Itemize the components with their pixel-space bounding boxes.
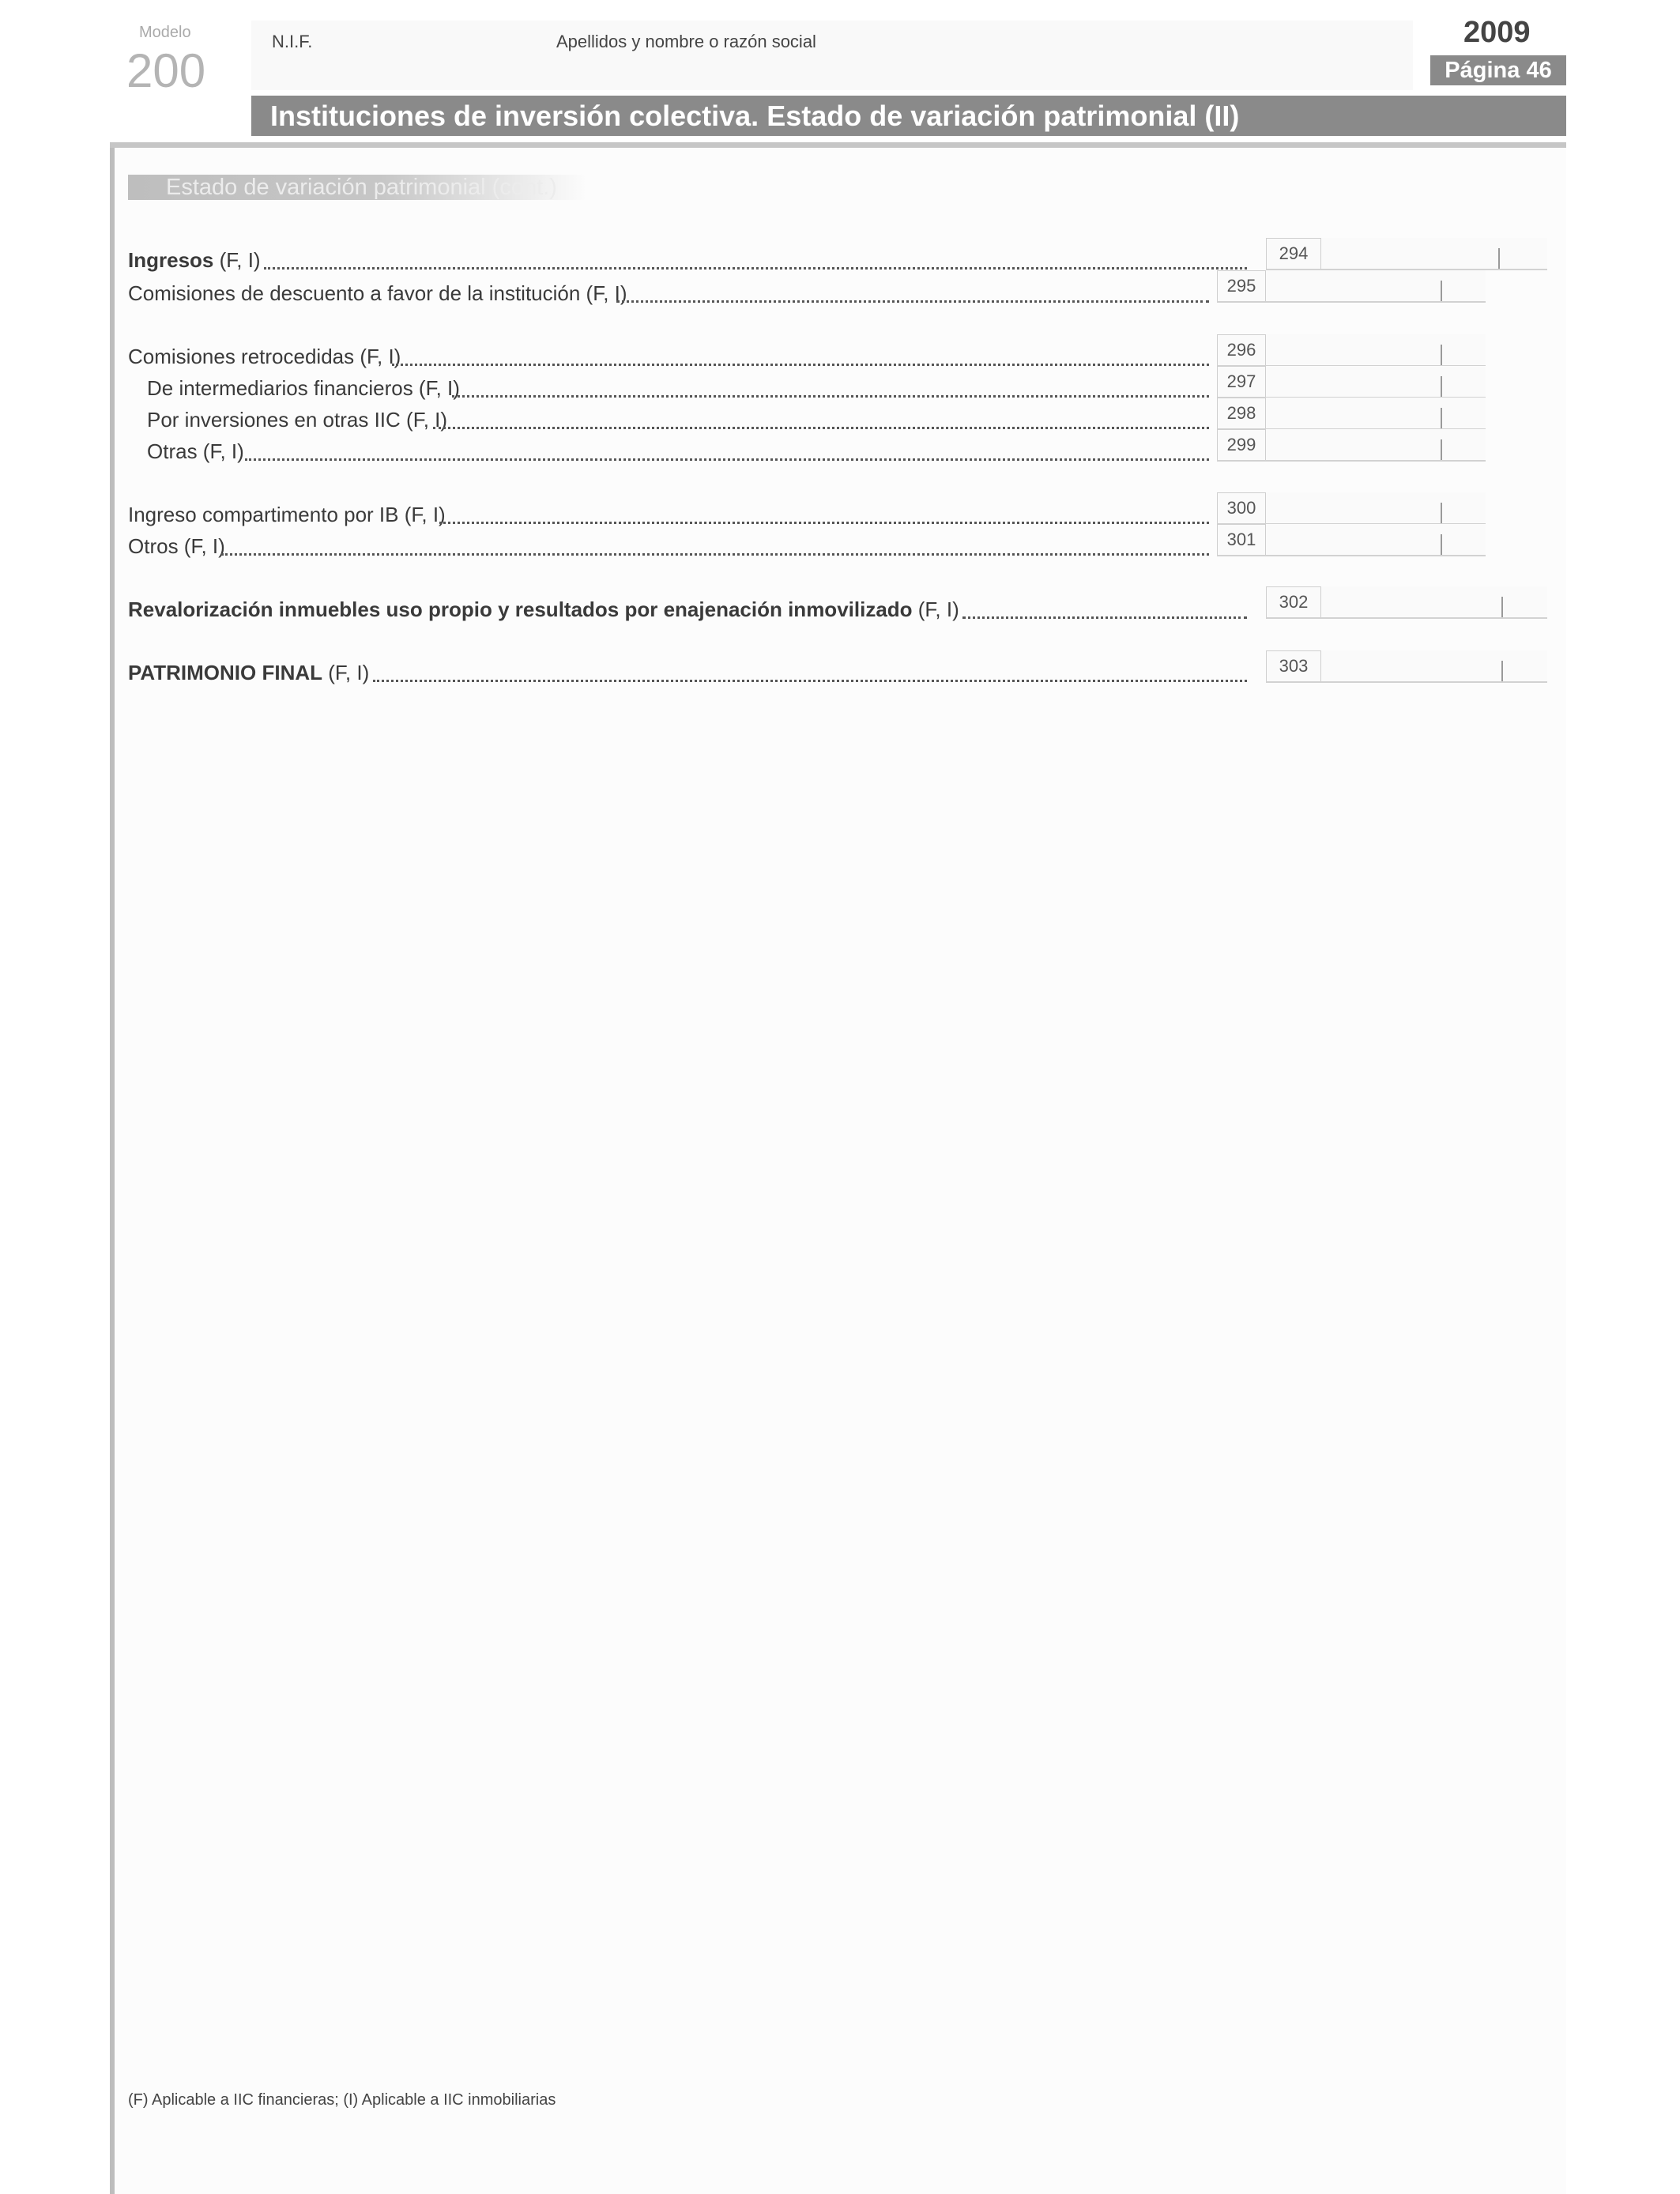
amount-field-300[interactable] [1266,492,1486,524]
row-label-suffix: (F, I) [912,598,959,621]
row-label-main: Comisiones de descuento a favor de la institución (F, I) [128,281,627,305]
field-underline [1217,301,1486,303]
box-number-296: 296 [1217,334,1266,366]
field-underline [1266,681,1547,683]
modelo-label: Modelo [139,24,191,41]
box-number-302: 302 [1266,586,1321,618]
dot-leader [392,364,1209,366]
frame-left-border [110,142,115,2194]
name-label: Apellidos y nombre o razón social [556,32,816,51]
decimal-tick [1501,661,1503,681]
decimal-tick [1441,408,1442,428]
amount-field-299[interactable] [1266,429,1486,461]
box-number-298: 298 [1217,398,1266,429]
frame-top-border [110,142,1566,148]
row-label-296 [128,345,401,369]
row-label-main: Otras (F, I) [147,439,244,463]
row-label-297 [147,376,460,401]
row-label-main: PATRIMONIO FINAL [128,661,323,684]
row-label-301 [128,534,225,559]
row-label-suffix: (F, I) [213,248,261,272]
row-label-main: Comisiones retrocedidas (F, I) [128,345,401,368]
row-label-295 [128,281,627,306]
row-label-suffix: (F, I) [322,661,370,684]
row-label-299 [147,439,244,464]
page-badge: Página 46 [1430,55,1566,85]
box-number-300: 300 [1217,492,1266,524]
box-number-299: 299 [1217,429,1266,461]
box-number-303: 303 [1266,650,1321,682]
dot-leader [373,680,1247,682]
dot-leader [616,300,1209,303]
footnote: (F) Aplicable a IIC financieras; (I) Aplicable a IIC inmobiliarias [128,2091,556,2109]
row-label-298 [147,408,447,432]
year-label: 2009 [1463,16,1531,49]
row-label-main: Otros (F, I) [128,534,225,558]
field-underline [1266,617,1547,619]
decimal-tick [1498,248,1500,269]
row-label-303 [128,661,369,685]
decimal-tick [1441,534,1442,555]
field-underline [1217,555,1486,556]
box-number-301: 301 [1217,524,1266,556]
amount-field-301[interactable] [1266,524,1486,556]
nif-label: N.I.F. [272,32,313,51]
field-underline [1217,460,1486,462]
row-label-main: Por inversiones en otras IIC (F, I) [147,408,448,432]
dot-leader [264,267,1247,270]
decimal-tick [1441,376,1442,397]
amount-field-296[interactable] [1266,334,1486,366]
row-label-main: Ingresos [128,248,214,272]
identification-strip [251,21,1413,90]
amount-field-297[interactable] [1266,366,1486,398]
decimal-tick [1501,597,1503,617]
row-label-300 [128,503,446,527]
section-header: Estado de variación patrimonial (cont.) [128,175,586,200]
decimal-tick [1441,439,1442,460]
dot-leader [221,553,1209,556]
dot-leader [452,395,1209,398]
dot-leader [439,522,1209,524]
page-title: Instituciones de inversión colectiva. Estado de variación patrimonial (II) [251,96,1566,136]
box-number-297: 297 [1217,366,1266,398]
dot-leader [433,427,1209,429]
amount-field-295[interactable] [1266,270,1486,302]
row-label-294 [128,248,261,273]
amount-field-298[interactable] [1266,398,1486,429]
decimal-tick [1441,281,1442,301]
box-number-295: 295 [1217,270,1266,302]
row-label-main: De intermediarios financieros (F, I) [147,376,460,400]
modelo-number: 200 [126,44,206,97]
decimal-tick [1441,345,1442,365]
row-label-main: Ingreso compartimento por IB (F, I) [128,503,446,526]
amount-field-294[interactable] [1321,238,1547,270]
dot-leader [962,616,1247,619]
amount-field-303[interactable] [1321,650,1547,682]
amount-field-302[interactable] [1321,586,1547,618]
box-number-294: 294 [1266,238,1321,270]
row-label-302 [128,598,959,622]
decimal-tick [1441,503,1442,523]
dot-leader [245,458,1209,461]
row-label-main: Revalorización inmuebles uso propio y resultados por enajenación inmovilizado [128,598,913,621]
